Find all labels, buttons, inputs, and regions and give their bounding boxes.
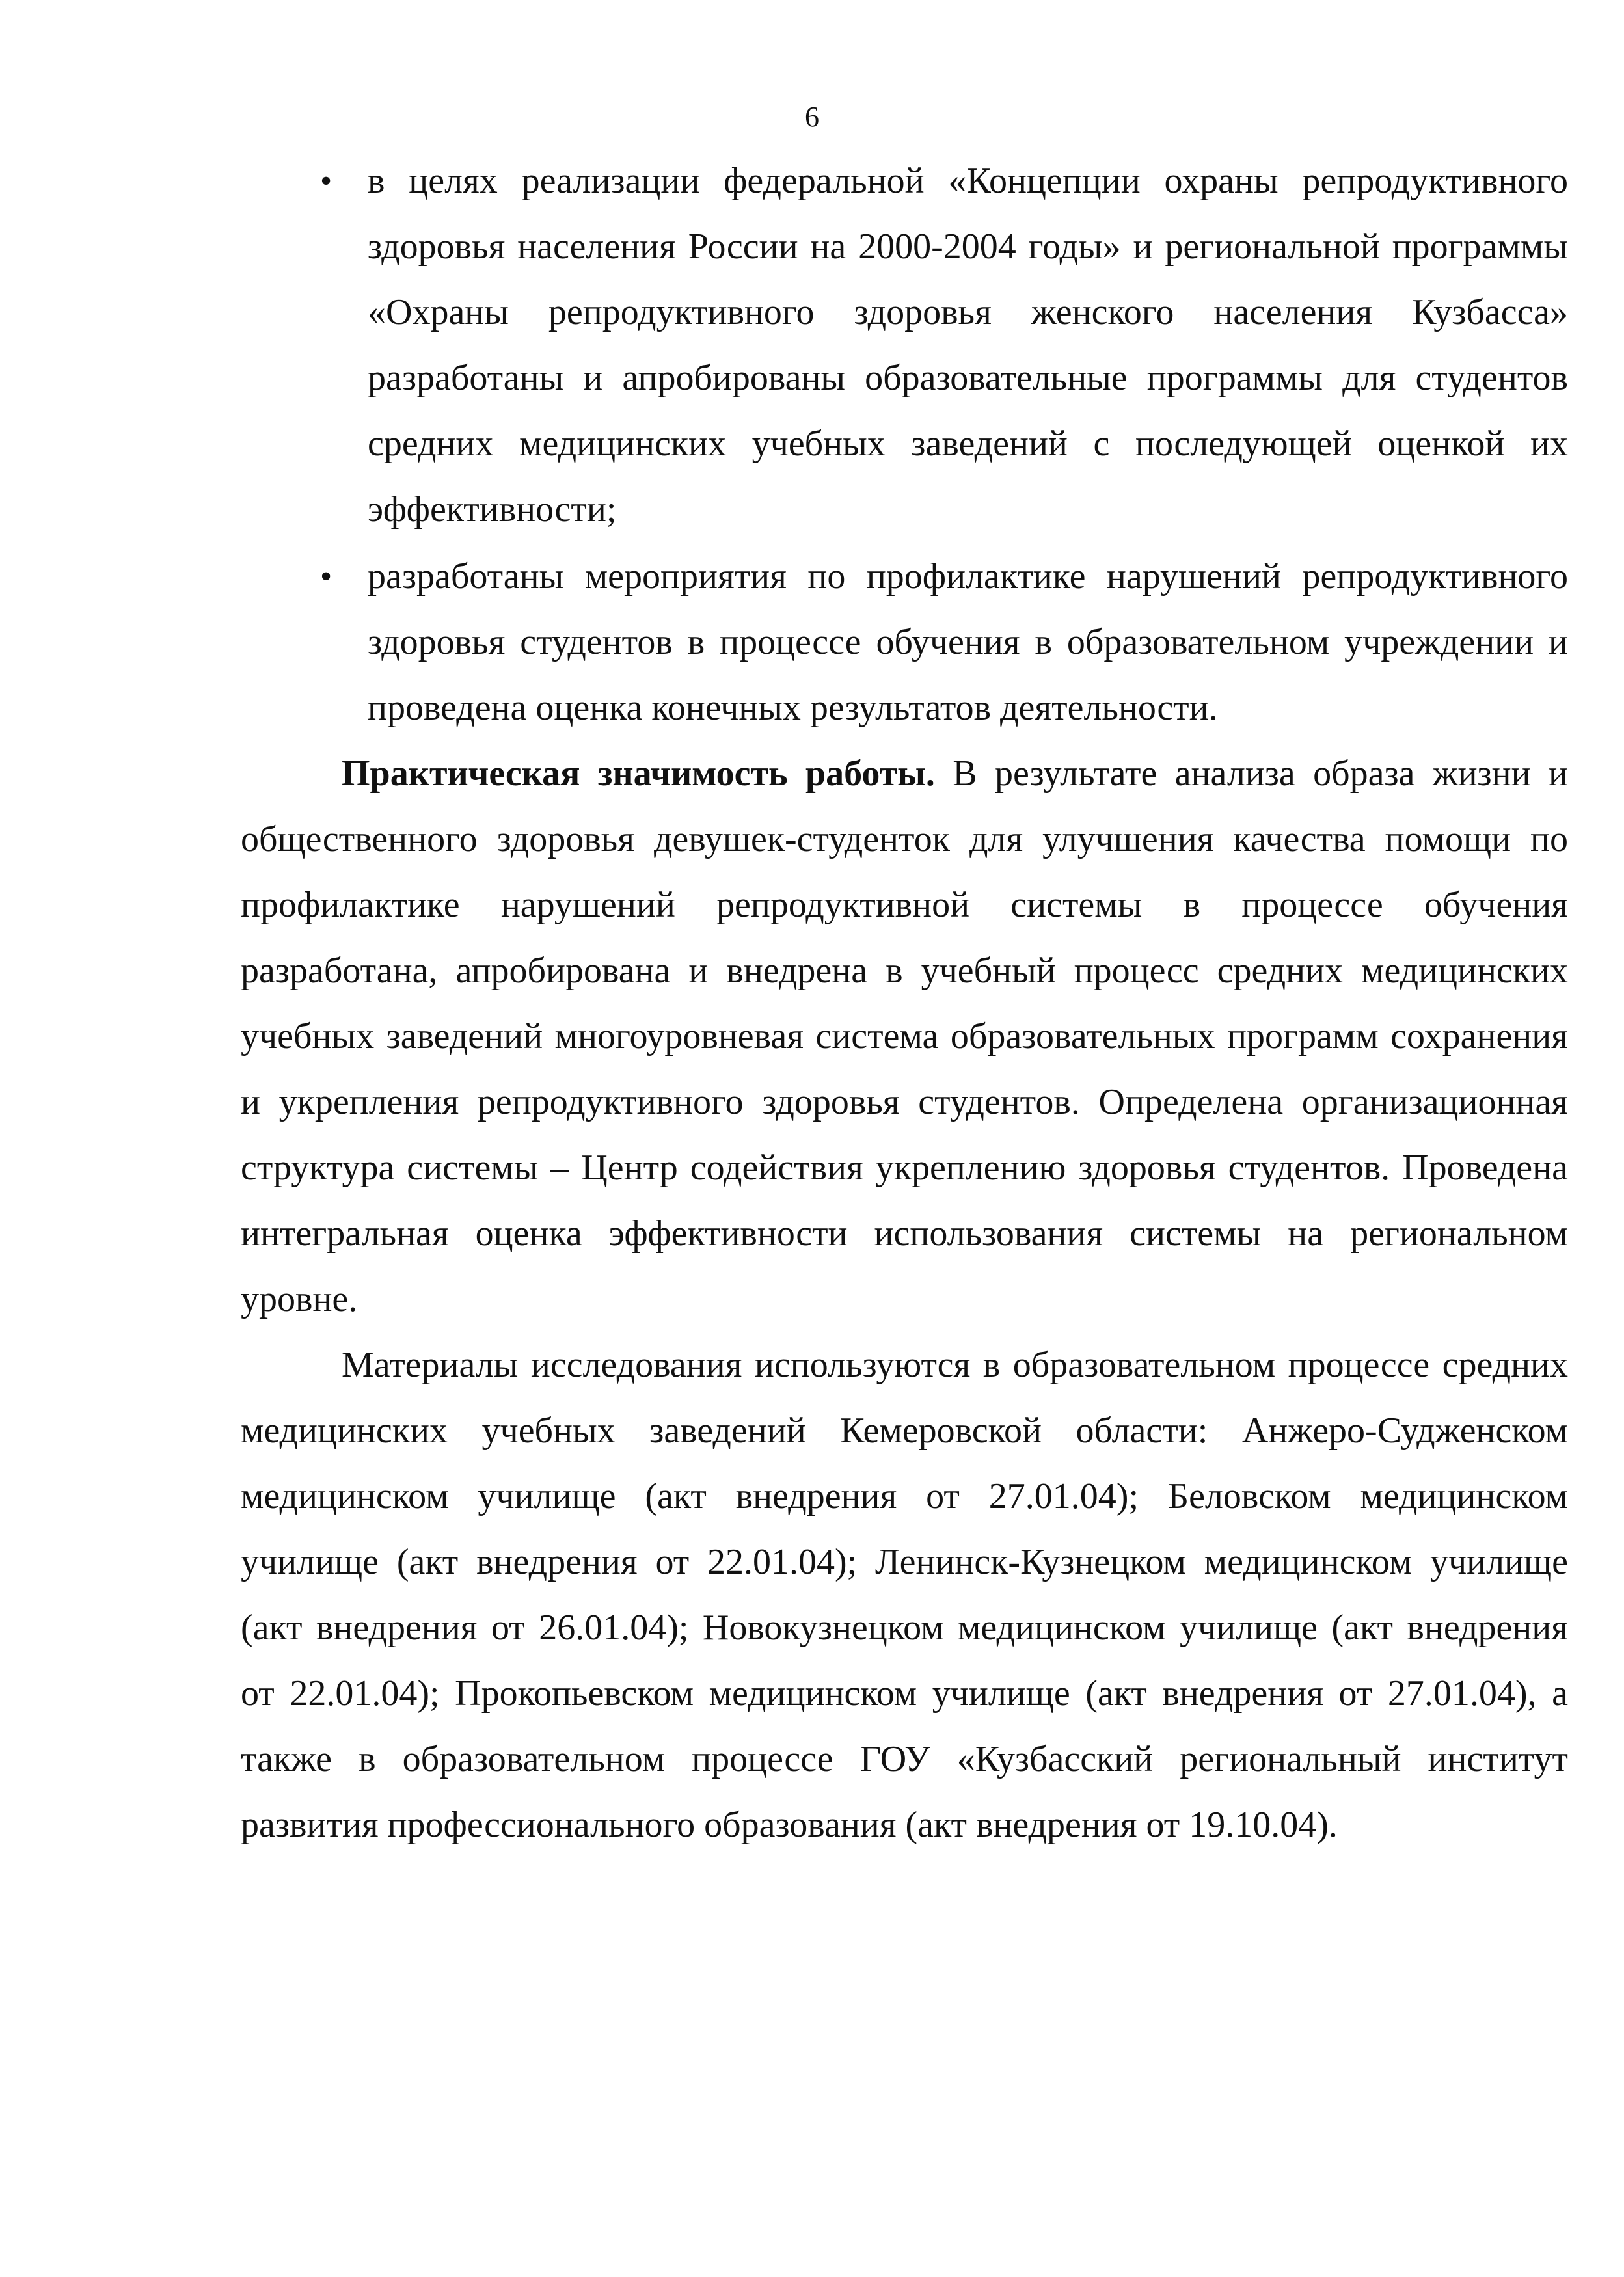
materials-text: Материалы исследования используются в образовательном процессе средних медицинских учебных заведений Кемеровской области: Анжеро-Судженском медицинском училище (акт внедрения от 27.01.04); Беловском медицинском училище (акт внедрения от 22.01.04); Ленинск-Кузнецком медицинском училище (акт внедрения от 26.01.04); Новокузнецком медицинском училище (акт внедрения от 22.01.04); Прокопьевском медицинском училище (акт внедрения от 27.01.04), а также в образовательном процессе ГОУ «Кузбасский региональный институт развития профессионального образования (акт внедрения от 19.10.04). [241, 1345, 1568, 1845]
materials-paragraph [241, 1332, 1568, 1858]
practical-significance-text: В результате анализа образа жизни и общественного здоровья девушек-студенток для улучшения качества помощи по профилактике нарушений репродуктивной системы в процессе обучения разработана, апробирована и внедрена в учебный процесс средних медицинских учебных заведений многоуровневая система образовательных программ сохранения и укрепления репродуктивного здоровья студентов. Определена организационная структура системы – Центр содействия укреплению здоровья студентов. Проведена интегральная оценка эффективности использования системы на региональном уровне. [241, 753, 1568, 1319]
bullet-item-prevention-measures [241, 544, 1568, 741]
bullet-icon: • [320, 163, 332, 200]
page-number: 6 [805, 101, 819, 133]
practical-significance-paragraph [241, 741, 1568, 1332]
bullet-text: разработаны мероприятия по профилактике нарушений репродуктивного здоровья студентов в процессе обучения в образовательном учреждении и проведена оценка конечных результатов деятельности. [368, 556, 1568, 728]
bullet-text: в целях реализации федеральной «Концепции охраны репродуктивного здоровья населения России на 2000-2004 годы» и региональной программы «Охраны репродуктивного здоровья женского населения Кузбасса» разработаны и апробированы образовательные программы для студентов средних медицинских учебных заведений с последующей оценкой их эффективности; [368, 161, 1568, 530]
bullet-list [241, 148, 1568, 741]
practical-significance-heading: Практическая значимость работы. [342, 753, 935, 794]
bullet-item-education-programs [241, 148, 1568, 543]
page-content [241, 148, 1568, 1858]
bullet-icon: • [320, 558, 332, 595]
